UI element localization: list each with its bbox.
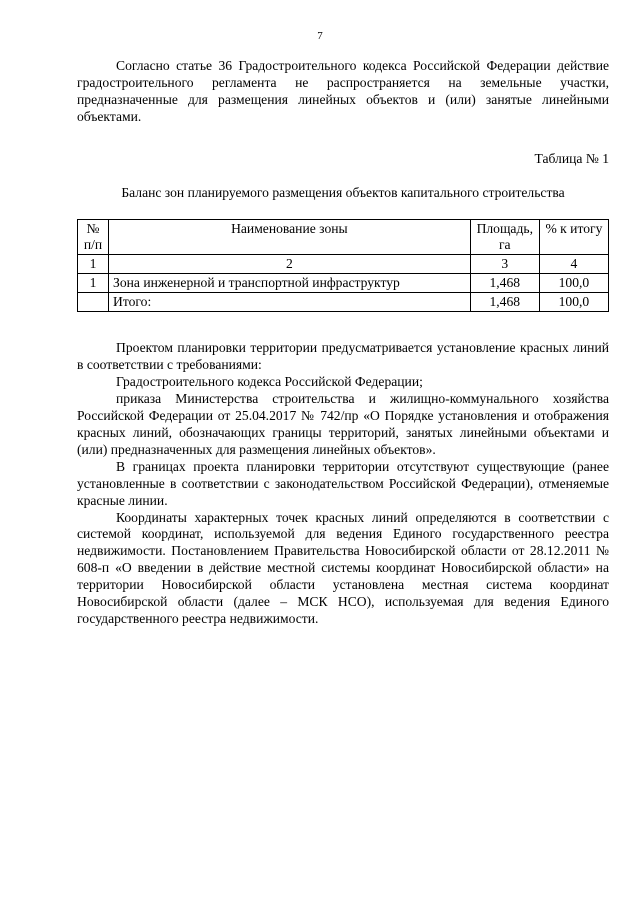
table-label: Таблица № 1 xyxy=(534,150,609,166)
intro-paragraph: Согласно статье 36 Градостроительного кодекса Российской Федерации действие градостроительного регламента не распространяется на земельные участки, предназначенные для размещения линейных объектов и (или) занятые линейными объектами. xyxy=(77,58,609,124)
header-percent: % к итогу xyxy=(539,220,608,255)
row-number: 1 xyxy=(78,274,109,293)
table-total-row xyxy=(78,293,609,312)
numbering-cell: 2 xyxy=(109,255,471,274)
zone-balance-table xyxy=(77,219,609,312)
total-label: Итого: xyxy=(109,293,471,312)
table-row xyxy=(78,274,609,293)
table-header-row xyxy=(78,220,609,255)
numbering-cell: 1 xyxy=(78,255,109,274)
row-area: 1,468 xyxy=(470,274,539,293)
paragraph-existing-lines: В границах проекта планировки территории отсутствуют существующие (ранее установленные в соответствии с законодательством Российской Федерации), отменяемые красные линии. xyxy=(77,458,609,508)
table-numbering-row xyxy=(78,255,609,274)
page-number: 7 xyxy=(317,30,323,42)
table-title: Баланс зон планируемого размещения объектов капитального строительства xyxy=(121,184,565,200)
total-area: 1,468 xyxy=(470,293,539,312)
row-zone-name: Зона инженерной и транспортной инфраструктур xyxy=(109,274,471,293)
header-zone-name: Наименование зоны xyxy=(109,220,471,255)
header-number: № п/п xyxy=(78,220,109,255)
numbering-cell: 4 xyxy=(539,255,608,274)
paragraph-grad-code: Градостроительного кодекса Российской Федерации; xyxy=(116,374,423,390)
paragraph-red-lines: Проектом планировки территории предусматривается установление красных линий в соответствии с требованиями: xyxy=(77,340,609,373)
total-number xyxy=(78,293,109,312)
header-area: Площадь, га xyxy=(470,220,539,255)
paragraph-ministry-order: приказа Министерства строительства и жилищно-коммунального хозяйства Российской Федерации от 25.04.2017 № 742/пр «О Порядке установления и отображения красных линий, обозначающих границы территорий, занятых линейными объектами и (или) предназначенных для размещения линейных объектов». xyxy=(77,391,609,457)
paragraph-coordinates: Координаты характерных точек красных линий определяются в соответствии с системой координат, используемой для ведения Единого государственного реестра недвижимости. Постановлением Правительства Новосибирской области от 28.12.2011 № 608-п «О введении в действие местной системы координат Новосибирской области» на территории Новосибирской области установлена местная система координат Новосибирской области (далее – МСК НСО), используемая для ведения Единого государственного реестра недвижимости. xyxy=(77,509,609,626)
numbering-cell: 3 xyxy=(470,255,539,274)
total-percent: 100,0 xyxy=(539,293,608,312)
document-body xyxy=(77,58,609,628)
row-percent: 100,0 xyxy=(539,274,608,293)
